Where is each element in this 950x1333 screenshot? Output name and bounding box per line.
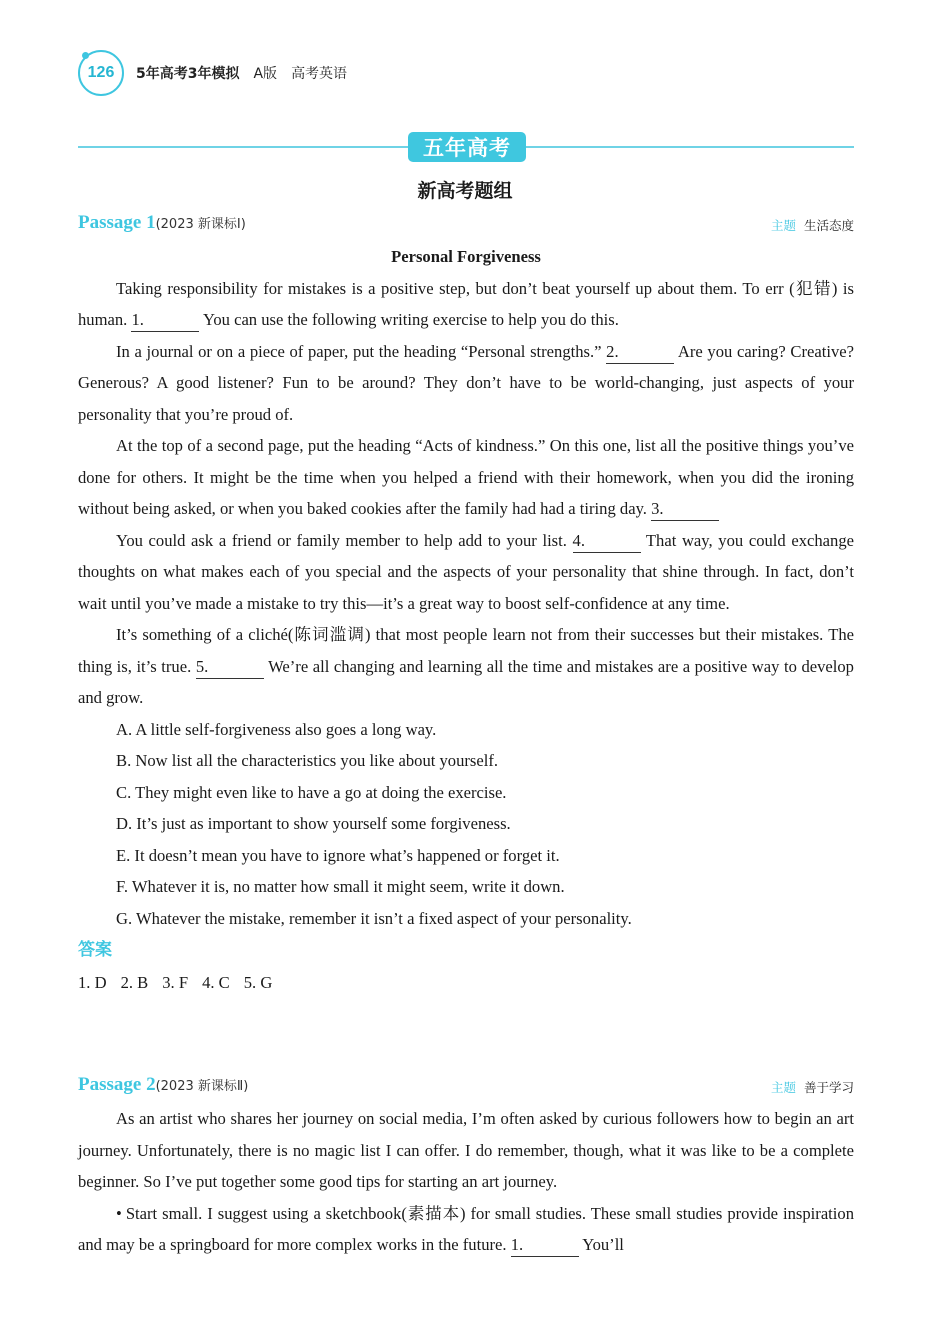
page-number-badge xyxy=(78,50,124,96)
blank-number: 1. xyxy=(131,310,144,329)
answer-heading-line xyxy=(78,934,854,967)
passage-title: Personal Forgiveness xyxy=(391,247,541,266)
answer-heading: 答案 xyxy=(78,940,112,960)
theme-key: 主题 xyxy=(770,1080,796,1095)
answer-list xyxy=(78,967,854,999)
paragraph-text: You could ask a friend or family member to help add to your list. xyxy=(116,530,567,550)
paragraph-text: Are you caring? Creative? Generous? A good listener? Fun to be around? They don’t have to be world-changing, just aspects of your personality that you’re proud of. xyxy=(78,341,854,424)
blank-2[interactable] xyxy=(606,341,674,364)
blank-number: 1. xyxy=(510,1235,524,1254)
blank-number: 2. xyxy=(606,341,619,361)
book-title-line xyxy=(136,63,361,83)
paragraph-text: It’s something of a cliché(陈词滥调) that most people learn not from their successes but their mistakes. The thing is, it’s true. xyxy=(78,625,854,676)
paragraph-text: You can use the following writing exercise to help you do this. xyxy=(203,310,619,329)
option-g: G. Whatever the mistake, remember it isn’t a fixed aspect of your personality. xyxy=(116,908,632,928)
blank-4[interactable] xyxy=(573,530,641,553)
section-label: 五年高考 xyxy=(408,132,526,162)
bullet-icon: • xyxy=(116,1203,122,1223)
paragraph-text: You’ll xyxy=(582,1235,624,1254)
blank-number: 4. xyxy=(572,530,585,550)
passage2-theme xyxy=(771,1078,854,1096)
passage1-source: (2023 新课标Ⅰ) xyxy=(155,217,246,232)
subject: 高考英语 xyxy=(291,66,348,82)
paragraph xyxy=(78,525,854,620)
paragraph-text: In a journal or on a piece of paper, put the heading “Personal strengths.” xyxy=(116,341,602,361)
passage1-header xyxy=(78,212,854,236)
paragraph xyxy=(78,430,854,525)
blank-number: 3. xyxy=(651,499,664,518)
answer-item: 4. C xyxy=(202,972,230,992)
paragraph xyxy=(78,1198,854,1261)
paragraph-text: Start small. I suggest using a sketchbook(素描本) for small studies. These small studies provide inspiration and may be a springboard for more complex works in the future. xyxy=(78,1203,854,1254)
paragraph xyxy=(78,336,854,431)
option-d: D. It’s just as important to show yourself some forgiveness. xyxy=(116,814,511,833)
theme-value: 善于学习 xyxy=(803,1080,854,1095)
option-f: F. Whatever it is, no matter how small it might seem, write it down. xyxy=(116,877,565,896)
page-number: 126 xyxy=(87,64,115,81)
paragraph: As an artist who shares her journey on social media, I’m often asked by curious followers how to begin an art journey. Unfortunately, there is no magic list I can offer. I do remember, though, what it was like to be a complete beginner. So I’ve put together some good tips for starting an art journey. xyxy=(78,1109,854,1191)
passage1-body xyxy=(78,241,854,998)
passage2-label: Passage 2 xyxy=(78,1074,156,1095)
theme-key: 主题 xyxy=(770,218,796,233)
edition: A版 xyxy=(253,66,278,82)
answer-item: 3. F xyxy=(162,972,189,992)
badge-dot-icon xyxy=(82,52,89,59)
option-c: C. They might even like to have a go at doing the exercise. xyxy=(116,782,507,802)
blank-3[interactable] xyxy=(651,498,719,521)
passage2-body xyxy=(78,1103,854,1261)
section-banner xyxy=(78,132,854,164)
blank-5[interactable] xyxy=(196,656,264,679)
paragraph xyxy=(78,619,854,714)
paragraph-text: That way, you could exchange thoughts on what makes each of you special and the aspects of your personality that shine through. In fact, don’t wait until you’ve made a mistake to try this—it’s a great way to boost self-confidence at any time. xyxy=(78,530,854,613)
answer-item: 2. B xyxy=(120,972,149,992)
passage2-source: (2023 新课标Ⅱ) xyxy=(155,1079,249,1094)
paragraph-text: We’re all changing and learning all the time and mistakes are a positive way to develop and grow. xyxy=(78,656,854,707)
group-title: 新高考题组 xyxy=(417,180,513,202)
blank-1[interactable] xyxy=(131,309,199,332)
book-title: 5年高考3年模拟 xyxy=(136,66,240,82)
option-a: A. A little self-forgiveness also goes a long way. xyxy=(116,719,437,739)
blank-number: 5. xyxy=(195,656,209,676)
theme-value: 生活态度 xyxy=(803,218,854,233)
passage1-label: Passage 1 xyxy=(78,212,156,233)
option-e: E. It doesn’t mean you have to ignore what’s happened or forget it. xyxy=(116,845,560,865)
passage1-theme xyxy=(771,216,854,234)
passage2-header xyxy=(78,1074,854,1098)
option-b: B. Now list all the characteristics you like about yourself. xyxy=(116,751,499,770)
paragraph xyxy=(78,273,854,336)
answer-item: 1. D xyxy=(78,972,107,992)
paragraph-text: At the top of a second page, put the heading “Acts of kindness.” On this one, list all the positive things you’ve done for others. It might be the time when you helped a friend with their homework, when you did the ironing without being asked, or when you baked cookies after the family had had a tiring day. xyxy=(78,436,854,518)
blank-1[interactable] xyxy=(511,1234,579,1257)
paragraph-text: Taking responsibility for mistakes is a positive step, but don’t beat yourself up about them. To err (犯错) is human. xyxy=(78,278,854,329)
answer-item: 5. G xyxy=(243,972,273,992)
